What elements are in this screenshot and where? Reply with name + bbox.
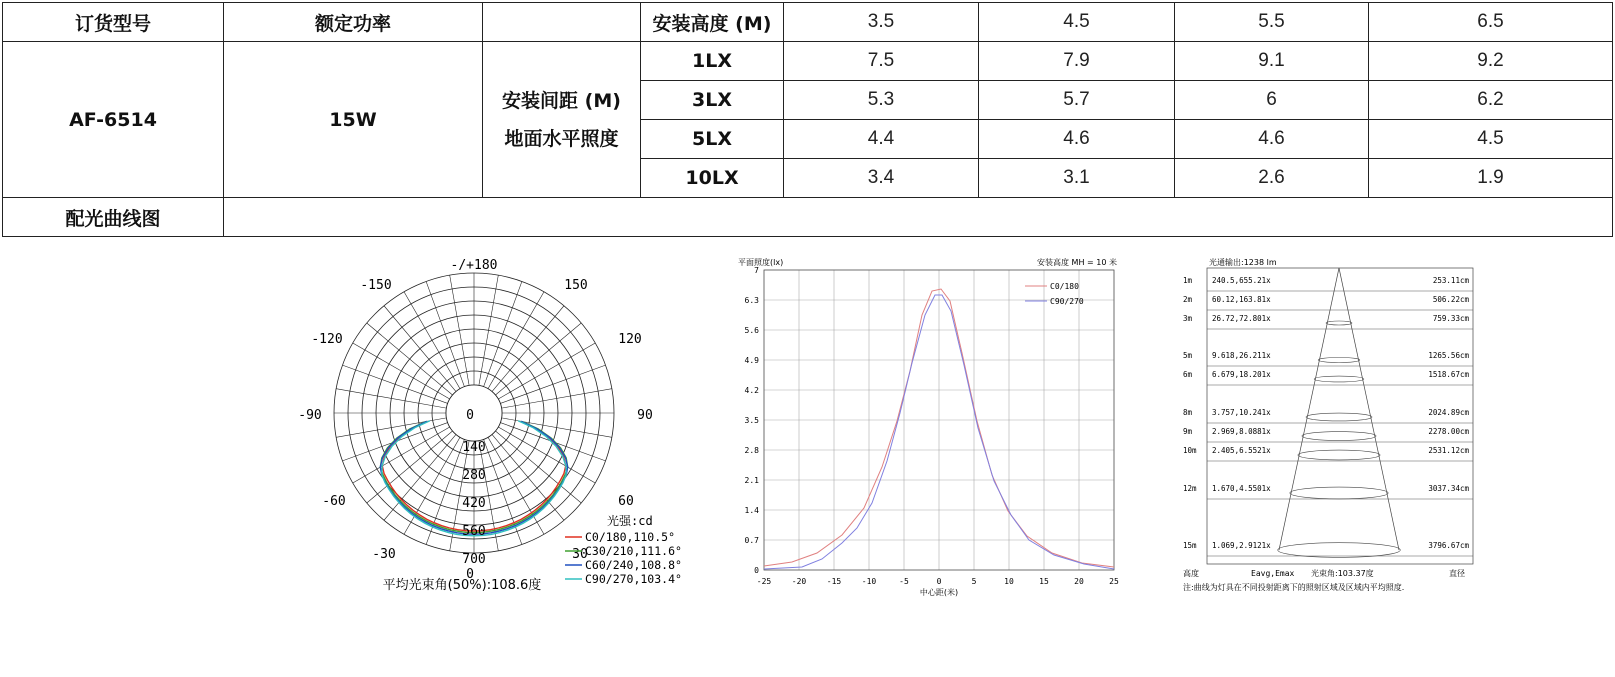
- xtick-label: 0: [936, 577, 942, 586]
- power-value: 15W: [224, 42, 483, 198]
- spacing-value: 4.5: [1369, 120, 1613, 159]
- cone-diameter-label: 1265.56cm: [1428, 351, 1469, 360]
- cone-e-label: 9.618,26.211x: [1212, 351, 1271, 360]
- polar-unit-label: 光强:cd: [607, 514, 653, 528]
- cone-ellipse: [1326, 321, 1352, 325]
- polar-spoke: [426, 281, 464, 386]
- xtick-label: 5: [971, 577, 977, 586]
- polar-spoke: [353, 343, 450, 399]
- ytick-label: 4.2: [744, 386, 759, 395]
- polar-angle-label: -120: [311, 332, 343, 347]
- spacing-value: 6.2: [1369, 81, 1613, 120]
- cone-ellipse: [1306, 413, 1372, 421]
- polar-angle-label: 60: [618, 494, 634, 509]
- legend-label: C0/180,110.5°: [585, 530, 676, 544]
- spacing-value: 9.2: [1369, 42, 1613, 81]
- ytick-label: 0.7: [744, 536, 759, 545]
- spacing-value: 5.7: [979, 81, 1175, 120]
- xtick-label: 25: [1109, 577, 1119, 586]
- cone-e-label: 26.72,72.801x: [1212, 314, 1271, 323]
- xtick-label: -25: [756, 577, 772, 586]
- cone-diameter-label: 253.11cm: [1432, 276, 1469, 285]
- cone-e-label: 3.757,10.241x: [1212, 408, 1271, 417]
- spacing-label-line2: 地面水平照度: [504, 127, 619, 150]
- polar-angle-label: 120: [618, 332, 642, 347]
- polar-spoke: [384, 434, 456, 520]
- polar-spoke: [336, 389, 446, 408]
- cone-foot-beam: 光束角:103.37度: [1311, 569, 1374, 578]
- illum-xlabel: 中心距(米): [919, 588, 959, 597]
- spacing-value: 7.5: [784, 42, 979, 81]
- cone-ellipse: [1314, 376, 1364, 382]
- legend-label: C90/270,103.4°: [585, 572, 682, 586]
- cone-height-label: 10m: [1183, 446, 1197, 455]
- spacing-value: 6: [1175, 81, 1369, 120]
- cone-e-label: 1.670,4.5501x: [1212, 484, 1271, 493]
- polar-spoke: [488, 292, 544, 389]
- lux-label: 1LX: [641, 42, 784, 81]
- cone-e-label: 2.405,6.5521x: [1212, 446, 1271, 455]
- lux-label: 10LX: [641, 159, 784, 198]
- cone-note: 注:曲线为灯具在不同投射距离下的照射区域及区域内平均照度.: [1183, 583, 1405, 592]
- spacing-value: 4.4: [784, 120, 979, 159]
- ytick-label: 2.1: [744, 476, 759, 485]
- spacing-value: 3.4: [784, 159, 979, 198]
- cone-diameter-label: 2278.00cm: [1428, 427, 1469, 436]
- xtick-label: 15: [1039, 577, 1049, 586]
- xtick-label: -15: [826, 577, 842, 586]
- cone-diameter-label: 759.33cm: [1432, 314, 1469, 323]
- ytick-label: 2.8: [744, 446, 759, 455]
- cone-height-label: 15m: [1183, 541, 1197, 550]
- cone-flux-label: 光通输出:1238 lm: [1209, 258, 1277, 267]
- polar-spoke: [404, 437, 460, 534]
- illum-legend-label: C0/180: [1050, 282, 1079, 291]
- cone-ellipse: [1298, 450, 1380, 460]
- spacing-value: 5.3: [784, 81, 979, 120]
- height-value: 6.5: [1369, 3, 1613, 42]
- polar-top-label: -/+180: [450, 258, 498, 273]
- cone-height-label: 6m: [1183, 370, 1193, 379]
- ytick-label: 3.5: [744, 416, 759, 425]
- cone-diameter-label: 506.22cm: [1432, 295, 1469, 304]
- polar-ring-label: 700: [462, 552, 486, 567]
- legend-label: C30/210,111.6°: [585, 544, 682, 558]
- illum-xticks: [757, 577, 1119, 586]
- model-value: AF-6514: [3, 42, 224, 198]
- polar-spoke: [404, 292, 460, 389]
- xtick-label: -20: [791, 577, 807, 586]
- legend-label: C60/240,108.8°: [585, 558, 682, 572]
- cone-diameter-label: 2024.89cm: [1428, 408, 1469, 417]
- height-value: 3.5: [784, 3, 979, 42]
- cone-foot-e: Eavg,Emax: [1251, 569, 1295, 578]
- cone-height-label: 5m: [1183, 351, 1193, 360]
- lux-label: 3LX: [641, 81, 784, 120]
- beam-angle-label: 平均光束角(50%):108.6度: [382, 578, 542, 593]
- cone-height-label: 3m: [1183, 314, 1193, 323]
- illum-ylabel: 平面照度(lx): [738, 258, 784, 267]
- polar-spoke: [384, 306, 456, 392]
- cone-e-label: 6.679,18.201x: [1212, 370, 1271, 379]
- polar-spoke: [500, 365, 605, 403]
- polar-angle-label: 30: [572, 547, 588, 562]
- spacing-label-line1: 安装间距 (M): [502, 89, 621, 112]
- spacing-value: 7.9: [979, 42, 1175, 81]
- illuminance-chart: [732, 253, 1122, 598]
- illum-yticks: [745, 266, 760, 575]
- height-header: 安装高度 (M): [641, 3, 784, 42]
- polar-spoke: [479, 275, 498, 385]
- power-header: 额定功率: [224, 3, 483, 42]
- height-value: 4.5: [979, 3, 1175, 42]
- curve-label: 配光曲线图: [3, 198, 224, 237]
- polar-spoke: [488, 437, 544, 534]
- spacing-label: [483, 42, 641, 198]
- polar-spoke: [367, 323, 453, 395]
- spacing-value: 9.1: [1175, 42, 1369, 81]
- polar-ring-label: 420: [462, 496, 486, 511]
- illum-legend-label: C90/270: [1050, 297, 1084, 306]
- ytick-label: 6.3: [744, 296, 759, 305]
- illum-height-label: 安装高度 MH = 10 米: [1037, 258, 1117, 267]
- cone-diameter-label: 3796.67cm: [1428, 541, 1469, 550]
- xtick-label: 20: [1074, 577, 1084, 586]
- spacing-value: 4.6: [1175, 120, 1369, 159]
- polar-ring-label: 140: [462, 440, 486, 455]
- polar-spoke: [492, 434, 564, 520]
- ytick-label: 1.4: [744, 506, 759, 515]
- xtick-label: 10: [1004, 577, 1014, 586]
- polar-angle-label: -90: [298, 408, 322, 423]
- polar-spoke: [450, 275, 469, 385]
- cone-diameter-label: 1518.67cm: [1428, 370, 1469, 379]
- xtick-label: -10: [861, 577, 877, 586]
- cone-diameter-label: 2531.12cm: [1428, 446, 1469, 455]
- model-header: 订货型号: [3, 3, 224, 42]
- ytick-label: 0: [754, 566, 759, 575]
- spacing-value: 2.6: [1175, 159, 1369, 198]
- ytick-label: 7: [754, 266, 759, 275]
- polar-angle-label: 0: [466, 567, 474, 582]
- polar-diagram: [298, 248, 722, 608]
- polar-spoke: [484, 281, 522, 386]
- height-value: 5.5: [1175, 3, 1369, 42]
- cone-e-label: 240.5,655.21x: [1212, 276, 1271, 285]
- header-row: [3, 3, 1613, 42]
- cone-e-label: 2.969,8.0881x: [1212, 427, 1271, 436]
- polar-ring-label: 280: [462, 468, 486, 483]
- spacing-value: 4.6: [979, 120, 1175, 159]
- cone-diagram: [1179, 253, 1499, 598]
- cone-height-label: 1m: [1183, 276, 1193, 285]
- polar-center-circle: [446, 385, 502, 441]
- diagram-row: [3, 198, 1613, 237]
- polar-ring-label: 560: [462, 524, 486, 539]
- ytick-label: 5.6: [744, 326, 759, 335]
- lux-label: 5LX: [641, 120, 784, 159]
- polar-angle-label: 90: [637, 408, 653, 423]
- empty-header: [483, 3, 641, 42]
- cone-height-label: 8m: [1183, 408, 1193, 417]
- polar-spoke: [342, 365, 447, 403]
- polar-angle-label: -150: [360, 278, 392, 293]
- cone-height-label: 12m: [1183, 484, 1197, 493]
- cone-ellipse: [1302, 432, 1376, 441]
- spec-sheet: [2, 2, 1612, 674]
- diagram-area: [224, 198, 1613, 597]
- cone-ellipse: [1318, 357, 1360, 362]
- spec-table: [2, 2, 1613, 597]
- cone-ellipse: [1278, 543, 1401, 558]
- cone-e-label: 60.12,163.81x: [1212, 295, 1271, 304]
- cone-ellipse: [1290, 487, 1388, 499]
- spacing-value: 1.9: [1369, 159, 1613, 198]
- cone-height-label: 2m: [1183, 295, 1193, 304]
- cone-height-label: 9m: [1183, 427, 1193, 436]
- polar-grid: [334, 273, 614, 553]
- illum-grid: [764, 270, 1114, 570]
- polar-spoke: [492, 306, 564, 392]
- xtick-label: -5: [899, 577, 909, 586]
- table-row: [3, 42, 1613, 81]
- polar-center-label: 0: [466, 408, 474, 423]
- polar-angle-label: 150: [564, 278, 588, 293]
- polar-spoke: [502, 389, 612, 408]
- polar-angle-label: -60: [322, 494, 346, 509]
- cone-diameter-label: 3037.34cm: [1428, 484, 1469, 493]
- polar-spoke: [498, 343, 595, 399]
- spacing-value: 3.1: [979, 159, 1175, 198]
- cone-foot-diameter: 直径: [1449, 569, 1465, 578]
- polar-angle-label: -30: [372, 547, 396, 562]
- ytick-label: 4.9: [744, 356, 759, 365]
- cone-e-label: 1.069,2.9121x: [1212, 541, 1271, 550]
- cone-foot-height: 高度: [1183, 569, 1199, 578]
- polar-spoke: [495, 323, 581, 395]
